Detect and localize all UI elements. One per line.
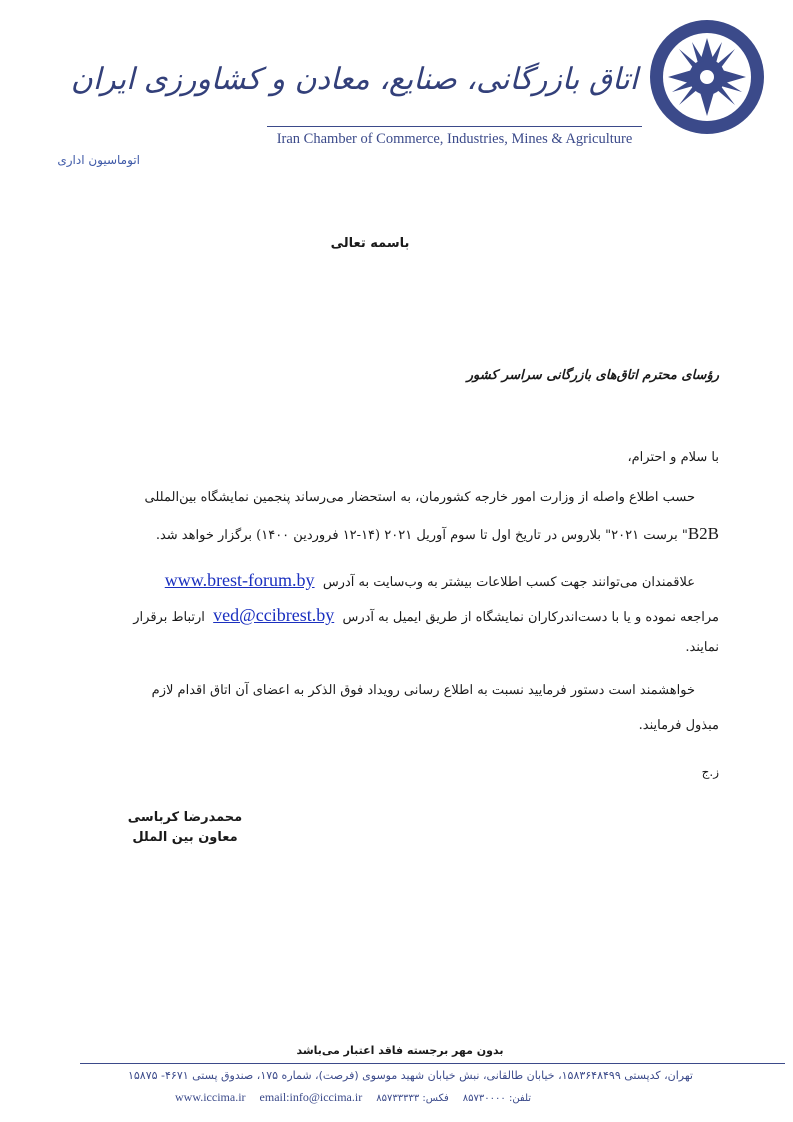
paragraph-3-line-1: خواهشمند است دستور فرمایید نسبت به اطلاع رسانی رویداد فوق الذکر به اعضای آن اتاق اقدام لازم (151, 683, 695, 698)
bismillah-heading: باسمه تعالی (330, 236, 410, 251)
footer-contact (175, 1090, 595, 1105)
paragraph-2-line-2-text: مراجعه نموده و یا با دست‌اندرکاران نمایشگاه از طریق ایمیل به آدرس (342, 610, 719, 625)
paragraph-3-line-2: مبذول فرمایند. (638, 718, 719, 733)
reference-initials: ز.ج (701, 765, 719, 779)
chamber-emblem-icon (648, 18, 766, 136)
paragraph-2-line-2-end: ارتباط برقرار (133, 610, 205, 625)
chamber-title-persian: اتاق بازرگانی، صنایع، معادن و کشاورزی ایران (70, 62, 638, 97)
b2b-text: B2B (687, 524, 719, 543)
header-divider (267, 126, 642, 127)
footer-divider (80, 1063, 785, 1064)
paragraph-2-line-1-text: علاقمندان می‌توانند جهت کسب اطلاعات بیشتر به وب‌سایت به آدرس (322, 575, 695, 590)
chamber-title-english: Iran Chamber of Commerce, Industries, Mines & Agriculture (276, 131, 633, 147)
signature-block (120, 808, 250, 848)
paragraph-1-line-2-text: " برست ۲۰۲۱" بلاروس در تاریخ اول تا سوم آوریل ۲۰۲۱ (۱۴-۱۲ فروردین ۱۴۰۰) برگزار خواهد شد. (155, 528, 688, 543)
paragraph-1-line-1: حسب اطلاع واصله از وزارت امور خارجه کشورمان، به استحضار می‌رساند پنجمین نمایشگاه بین‌المللی (144, 490, 695, 505)
seal-notice: بدون مهر برجسته فاقد اعتبار می‌باشد (296, 1044, 504, 1057)
footer-fax: فکس: ۸۵۷۳۳۳۳۳ (376, 1093, 449, 1104)
signatory-name: محمدرضا کرباسی (127, 810, 243, 825)
automation-label: اتوماسیون اداری (57, 153, 140, 167)
paragraph-2-line-3: نمایند. (685, 640, 719, 655)
paragraph-2-line-1 (45, 562, 719, 601)
addressee-line: رؤسای محترم اتاق‌های بازرگانی سراسر کشور (466, 368, 719, 383)
paragraph-1-line-2 (69, 516, 719, 554)
signatory-title: معاون بین الملل (132, 830, 238, 845)
footer-address: تهران، کدپستی ۱۵۸۳۶۴۸۴۹۹، خیابان طالقانی، نبش خیابان شهید موسوی (فرصت)، شماره ۱۷۵، صندوق پستی ۴۶۷۱- ۱۵۸۷۵ (127, 1069, 693, 1082)
footer-email[interactable]: email:info@iccima.ir (259, 1090, 363, 1104)
footer-website[interactable]: www.iccima.ir (175, 1090, 246, 1104)
greeting-line: با سلام و احترام، (627, 450, 719, 465)
footer-phone: تلفن: ۸۵۷۳۰۰۰۰ (462, 1093, 532, 1104)
email-link[interactable]: ved@ccibrest.by (213, 605, 335, 625)
website-link[interactable]: www.brest-forum.by (164, 570, 315, 590)
